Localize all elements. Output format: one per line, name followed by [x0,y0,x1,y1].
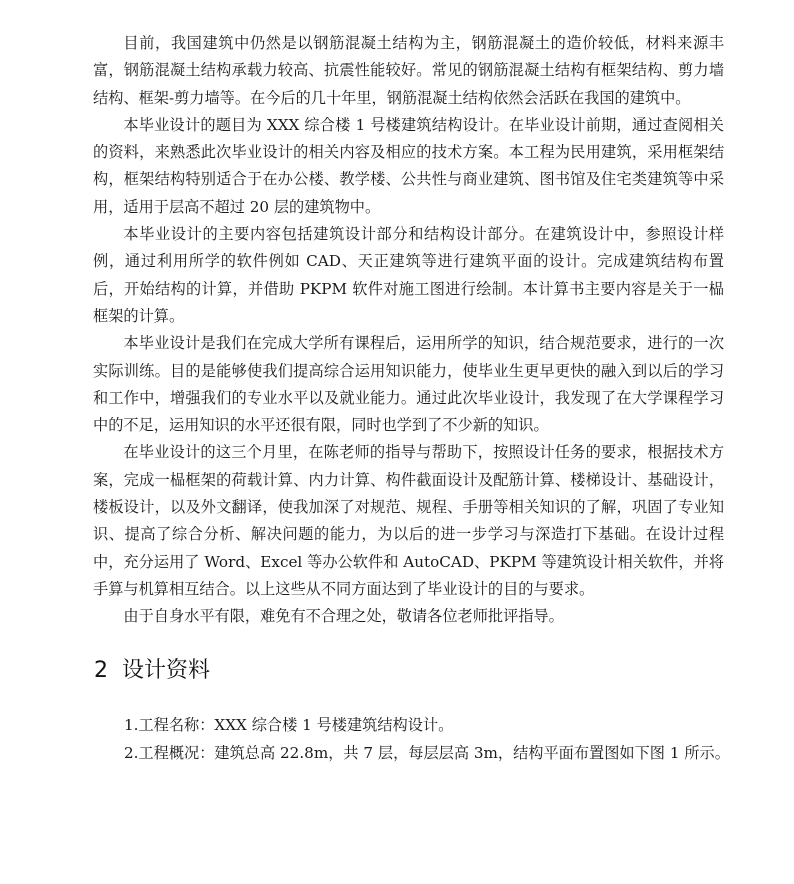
list-item-project-name: 1.工程名称：XXX 综合楼 1 号楼建筑结构设计。 [124,716,454,734]
section-title: 设计资料 [122,658,211,683]
body-text [93,30,724,631]
section-heading [94,655,210,687]
paragraph-content: 本毕业设计的主要内容包括建筑设计部分和结构设计部分。在建筑设计中，参照设计样例，通过利用所学的软件例如 CAD、天正建筑等进行建筑平面的设计。完成建筑结构布置后，开始结构的计算，并借助 PKPM 软件对施工图进行绘制。本计算书主要内容是关于一榀框架的计算。 [93,225,724,325]
paragraph-process: 在毕业设计的这三个月里，在陈老师的指导与帮助下，按照设计任务的要求，根据技术方案，完成一榀框架的荷载计算、内力计算、构件截面设计及配筋计算、楼梯设计、基础设计，楼板设计，以及外文翻译，使我加深了对规范、规程、手册等相关知识的了解，巩固了专业知识、提高了综合分析、解决问题的能力，为以后的进一步学习与深造打下基础。在设计过程中，充分运用了 Word、Excel 等办公软件和 AutoCAD、PKPM 等建筑设计相关软件，并将手算与机算相互结合。以上这些从不同方面达到了毕业设计的目的与要求。 [93,443,724,598]
paragraph-intro: 目前，我国建筑中仍然是以钢筋混凝土结构为主，钢筋混凝土的造价较低，材料来源丰富，钢筋混凝土结构承载力较高、抗震性能较好。常见的钢筋混凝土结构有框架结构、剪力墙结构、框架-剪力墙等。在今后的几十年里，钢筋混凝土结构依然会活跃在我国的建筑中。 [93,34,724,107]
section-number: 2 [94,658,108,683]
paragraph-purpose: 本毕业设计是我们在完成大学所有课程后，运用所学的知识，结合规范要求，进行的一次实际训练。目的是能够使我们提高综合运用知识能力，使毕业生更早更快的融入到以后的学习和工作中，增强我们的专业水平以及就业能力。通过此次毕业设计，我发现了在大学课程学习中的不足，运用知识的水平还很有限，同时也学到了不少新的知识。 [93,334,724,435]
paragraph-topic: 本毕业设计的题目为 XXX 综合楼 1 号楼建筑结构设计。在毕业设计前期，通过查阅相关的资料，来熟悉此次毕业设计的相关内容及相应的技术方案。本工程为民用建筑，采用框架结构，框架结构特别适合于在办公楼、教学楼、公共性与商业建筑、图书馆及住宅类建筑等中采用，适用于层高不超过 20 层的建筑物中。 [93,115,724,216]
list-item-project-overview: 2.工程概况：建筑总高 22.8m，共 7 层，每层层高 3m，结构平面布置图如下图 1 所示。 [124,743,730,762]
design-data-list [124,712,764,767]
paragraph-closing: 由于自身水平有限，难免有不合理之处，敬请各位老师批评指导。 [123,607,564,626]
